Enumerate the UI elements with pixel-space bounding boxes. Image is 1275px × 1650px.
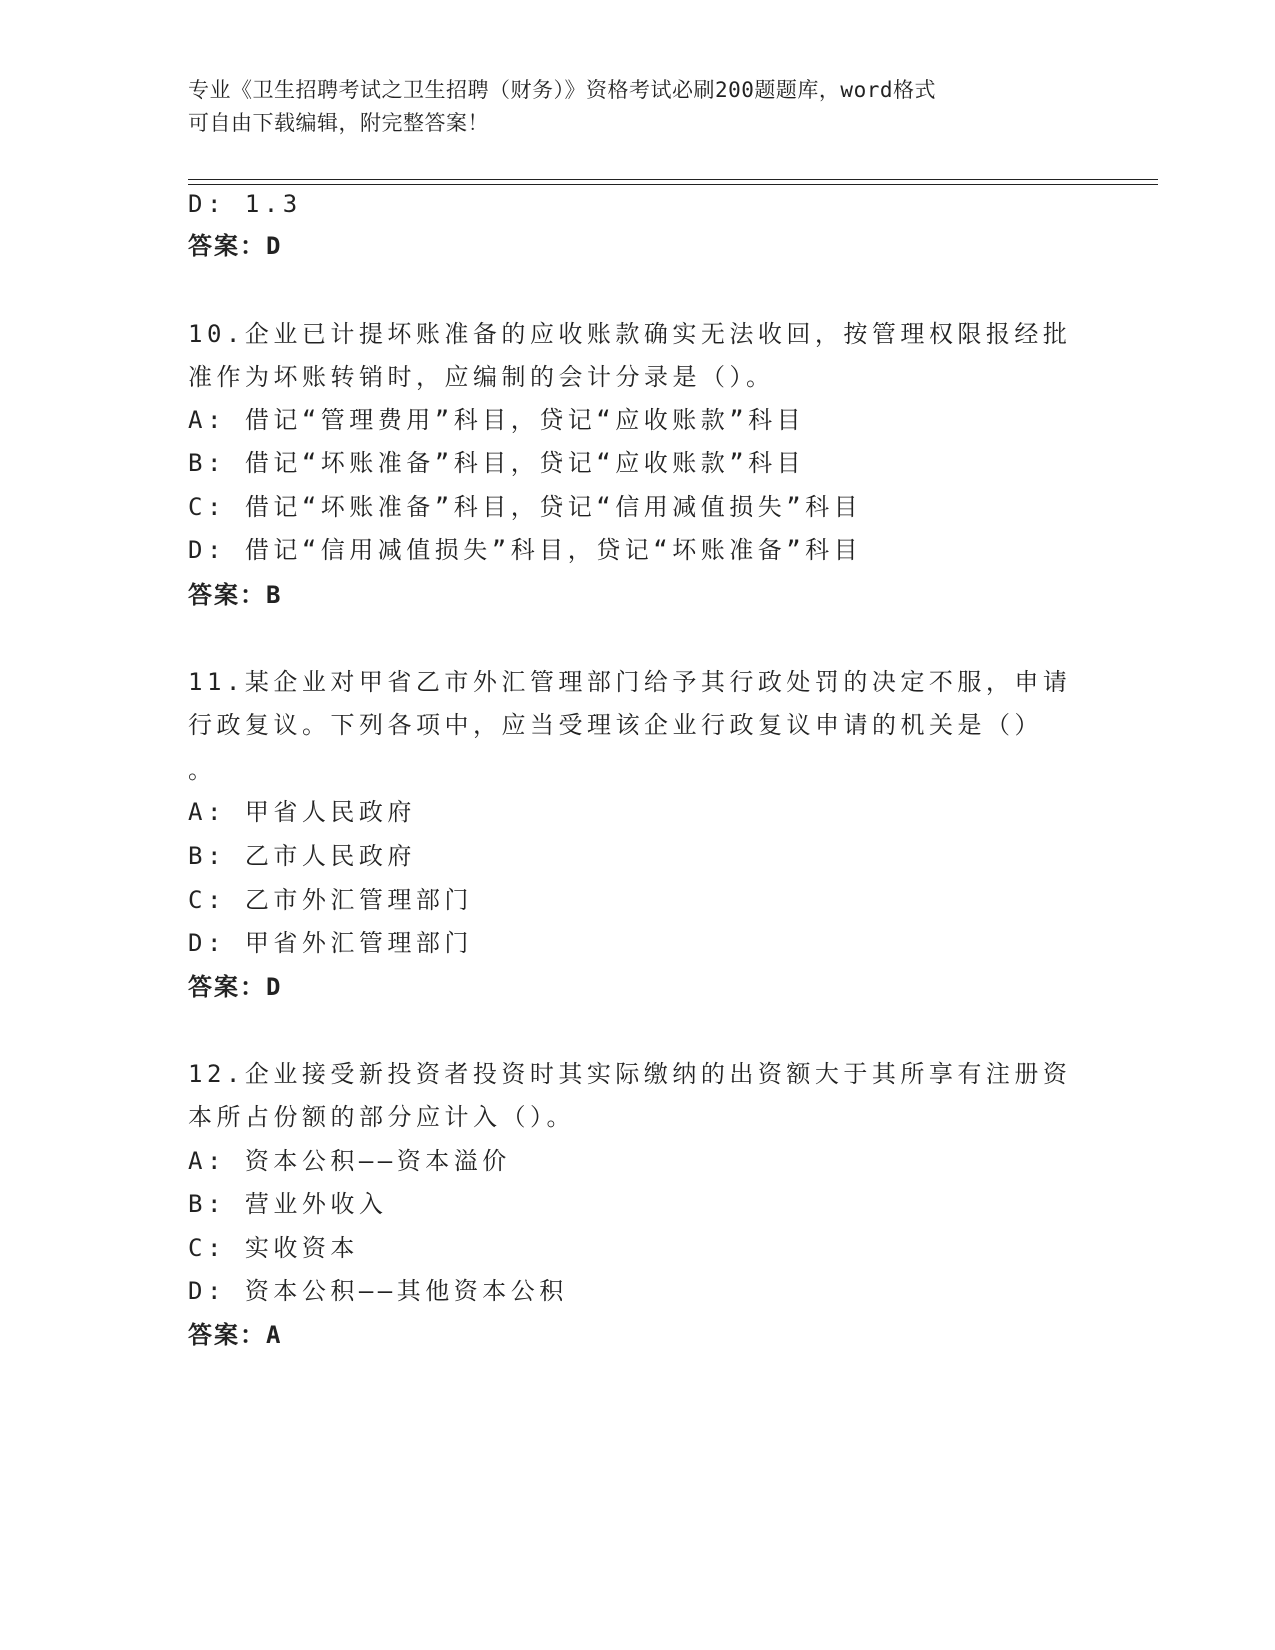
q11-stem-line-3: 。 bbox=[188, 756, 217, 784]
q12-option-d: D: 资本公积——其他资本公积 bbox=[188, 1277, 568, 1305]
q10-option-c: C: 借记“坏账准备”科目，贷记“信用减值损失”科目 bbox=[188, 493, 863, 521]
q10-option-d: D: 借记“信用减值损失”科目，贷记“坏账准备”科目 bbox=[188, 536, 863, 564]
header-rule-top bbox=[188, 179, 1158, 180]
prev-option-d: D: 1.3 bbox=[188, 190, 302, 218]
q12-option-b: B: 营业外收入 bbox=[188, 1190, 388, 1218]
q10-stem-line-1: 10.企业已计提坏账准备的应收账款确实无法收回，按管理权限报经批 bbox=[188, 320, 1072, 348]
document-page bbox=[188, 0, 1158, 1650]
q10-option-b: B: 借记“坏账准备”科目，贷记“应收账款”科目 bbox=[188, 449, 806, 477]
q11-option-b: B: 乙市人民政府 bbox=[188, 842, 416, 870]
q10-answer: 答案：B bbox=[188, 581, 283, 609]
prev-answer: 答案：D bbox=[188, 232, 283, 260]
q12-option-a: A: 资本公积——资本溢价 bbox=[188, 1147, 511, 1175]
q11-option-d: D: 甲省外汇管理部门 bbox=[188, 929, 473, 957]
header-line-2: 可自由下载编辑，附完整答案！ bbox=[188, 111, 489, 135]
q11-stem-line-1: 11.某企业对甲省乙市外汇管理部门给予其行政处罚的决定不服，申请 bbox=[188, 668, 1072, 696]
q10-stem-line-2: 准作为坏账转销时，应编制的会计分录是（）。 bbox=[188, 363, 775, 391]
q10-option-a: A: 借记“管理费用”科目，贷记“应收账款”科目 bbox=[188, 406, 806, 434]
q11-stem-line-2: 行政复议。下列各项中，应当受理该企业行政复议申请的机关是（） bbox=[188, 711, 1043, 739]
q11-option-a: A: 甲省人民政府 bbox=[188, 798, 416, 826]
document-header bbox=[188, 74, 1088, 140]
header-line-1: 专业《卫生招聘考试之卫生招聘（财务）》资格考试必刷200题题库，word格式 bbox=[188, 78, 936, 102]
q12-option-c: C: 实收资本 bbox=[188, 1234, 359, 1262]
q11-answer: 答案：D bbox=[188, 973, 283, 1001]
q12-stem-line-1: 12.企业接受新投资者投资时其实际缴纳的出资额大于其所享有注册资 bbox=[188, 1060, 1072, 1088]
q12-answer: 答案：A bbox=[188, 1321, 283, 1349]
q11-option-c: C: 乙市外汇管理部门 bbox=[188, 886, 473, 914]
q12-stem-line-2: 本所占份额的部分应计入（）。 bbox=[188, 1103, 575, 1131]
